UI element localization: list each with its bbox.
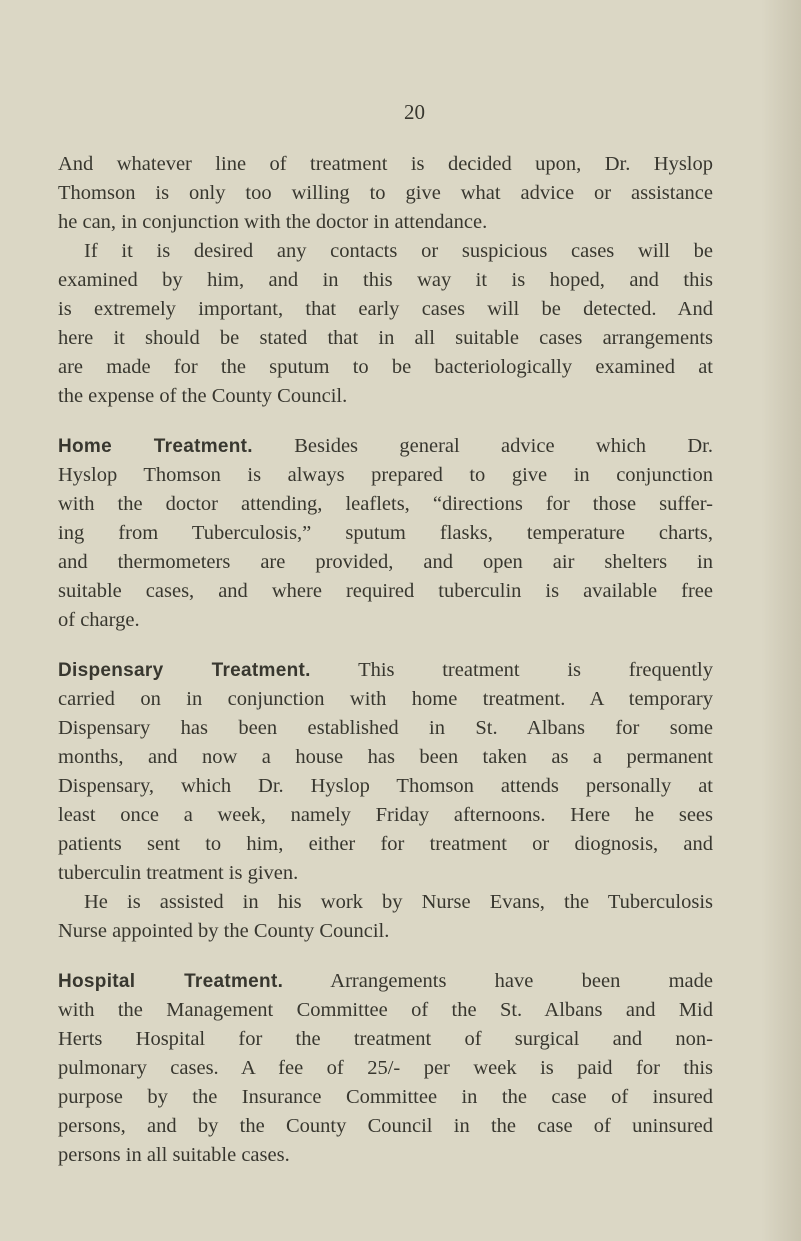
line-text: Thomson is only too willing to give what advice or assistance — [58, 182, 713, 204]
text-line — [58, 150, 713, 179]
text-line — [58, 656, 713, 685]
line-text: suitable cases, and where required tuberculin is available free — [58, 580, 713, 602]
text-line — [58, 266, 713, 295]
line-text: Herts Hospital for the treatment of surgical and non- — [58, 1028, 713, 1050]
text-line — [58, 461, 713, 490]
text-line — [58, 606, 713, 635]
text-line — [58, 967, 713, 996]
line-text: Dispensary has been established in St. Albans for some — [58, 717, 713, 739]
line-text: Arrangements have been made — [330, 970, 713, 992]
line-text: tuberculin treatment is given. — [58, 862, 299, 884]
text-line — [58, 1083, 713, 1112]
text-line — [58, 519, 713, 548]
line-text: persons in all suitable cases. — [58, 1144, 290, 1166]
line-text: He is assisted in his work by Nurse Evans, the Tuberculosis — [84, 891, 713, 913]
page-edge-shadow — [761, 0, 801, 1241]
line-text: Besides general advice which Dr. — [294, 435, 713, 457]
line-text: and thermometers are provided, and open air shelters in — [58, 551, 713, 573]
line-text: of charge. — [58, 609, 140, 631]
text-line — [58, 295, 713, 324]
line-text: are made for the sputum to be bacteriologically examined at — [58, 356, 713, 378]
line-text: with the doctor attending, leaflets, “directions for those suffer- — [58, 493, 713, 515]
text-line — [58, 382, 713, 411]
line-text: pulmonary cases. A fee of 25/- per week is paid for this — [58, 1057, 713, 1079]
line-text: And whatever line of treatment is decided upon, Dr. Hyslop — [58, 153, 713, 175]
line-text: purpose by the Insurance Committee in the case of insured — [58, 1086, 713, 1108]
line-text: least once a week, namely Friday afternoons. Here he sees — [58, 804, 713, 826]
paragraph — [58, 150, 713, 237]
text-line — [58, 917, 713, 946]
text-line — [58, 577, 713, 606]
line-text: This treatment is frequently — [358, 659, 713, 681]
line-text: carried on in conjunction with home treatment. A temporary — [58, 688, 713, 710]
text-line — [58, 830, 713, 859]
text-line — [58, 801, 713, 830]
text-line — [58, 996, 713, 1025]
text-line — [58, 743, 713, 772]
text-line — [58, 353, 713, 382]
text-line — [58, 324, 713, 353]
text-line — [58, 490, 713, 519]
paragraph — [58, 237, 713, 411]
text-line — [58, 685, 713, 714]
line-text: persons, and by the County Council in the case of uninsured — [58, 1115, 713, 1137]
text-line — [58, 1025, 713, 1054]
line-text: If it is desired any contacts or suspicious cases will be — [84, 240, 713, 262]
section-heading: Hospital Treatment. — [58, 971, 284, 992]
section-heading: Dispensary Treatment. — [58, 660, 311, 681]
text-line — [58, 772, 713, 801]
line-text: Dispensary, which Dr. Hyslop Thomson attends personally at — [58, 775, 713, 797]
line-text: examined by him, and in this way it is hoped, and this — [58, 269, 713, 291]
line-text: is extremely important, that early cases will be detected. And — [58, 298, 713, 320]
line-text: he can, in conjunction with the doctor in attendance. — [58, 211, 488, 233]
section-paragraph — [58, 432, 713, 635]
line-text: Hyslop Thomson is always prepared to give in conjunction — [58, 464, 713, 486]
text-line — [58, 714, 713, 743]
line-text: patients sent to him, either for treatment or diognosis, and — [58, 833, 713, 855]
line-text: ing from Tuberculosis,” sputum flasks, temperature charts, — [58, 522, 713, 544]
text-line — [58, 888, 713, 917]
text-line — [58, 237, 713, 266]
text-line — [58, 1141, 713, 1170]
line-text: here it should be stated that in all suitable cases arrangements — [58, 327, 713, 349]
paragraph — [58, 888, 713, 946]
section-heading: Home Treatment. — [58, 436, 253, 457]
text-line — [58, 432, 713, 461]
text-line — [58, 1054, 713, 1083]
text-line — [58, 179, 713, 208]
line-text: the expense of the County Council. — [58, 385, 348, 407]
section-paragraph — [58, 656, 713, 888]
line-text: with the Management Committee of the St. Albans and Mid — [58, 999, 713, 1021]
text-line — [58, 548, 713, 577]
text-line — [58, 859, 713, 888]
text-line — [58, 1112, 713, 1141]
line-text: months, and now a house has been taken as a permanent — [58, 746, 713, 768]
body-text — [58, 150, 713, 1191]
section-paragraph — [58, 967, 713, 1170]
text-line — [58, 208, 713, 237]
line-text: Nurse appointed by the County Council. — [58, 920, 390, 942]
page-number: 20 — [404, 100, 425, 124]
